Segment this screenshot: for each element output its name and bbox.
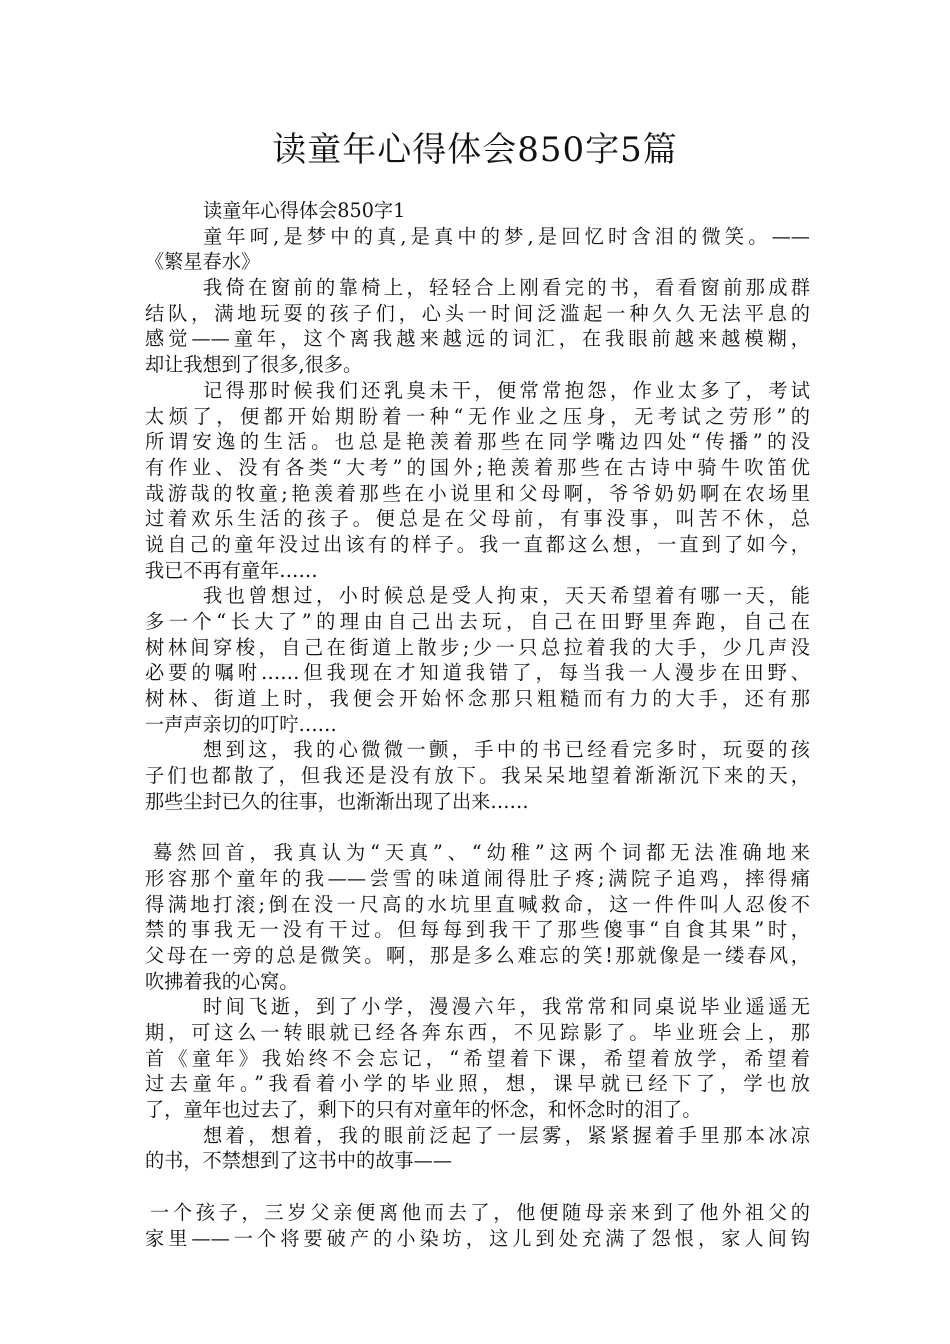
paragraph-line: 得满地打滚;倒在没一尺高的水坑里直喊救命，这一件件叫人忍俊不 xyxy=(145,892,810,916)
paragraph-line: 我也曾想过，小时候总是受人拘束，天天希望着有哪一天，能 xyxy=(203,584,810,608)
paragraph-line: 《繁星春水》 xyxy=(145,250,261,274)
paragraph-line: 家里——一个将要破产的小染坊，这儿到处充满了怨恨，家人间钩 xyxy=(145,1226,810,1250)
paragraph-line: 童年呵,是梦中的真,是真中的梦,是回忆时含泪的微笑。—— xyxy=(203,224,810,248)
paragraph-line: 说自己的童年没过出该有的样子。我一直都这么想，一直到了如今， xyxy=(145,532,810,556)
paragraph-line: 的书，不禁想到了这书中的故事—— xyxy=(145,1149,452,1173)
paragraph-line: 太烦了，便都开始期盼着一种“无作业之压身，无考试之劳形”的 xyxy=(145,404,810,428)
paragraph-line: 树林、街道上时，我便会开始怀念那只粗糙而有力的大手，还有那 xyxy=(145,687,810,711)
paragraph-line: 子们也都散了，但我还是没有放下。我呆呆地望着渐渐沉下来的天， xyxy=(145,764,810,788)
paragraph-line: 父母在一旁的总是微笑。啊，那是多么难忘的笑!那就像是一缕春风， xyxy=(145,943,810,967)
paragraph-line: 结队，满地玩耍的孩子们，心头一时间泛滥起一种久久无法平息的 xyxy=(145,301,810,325)
paragraph-line: 我倚在窗前的靠椅上，轻轻合上刚看完的书，看看窗前那成群 xyxy=(203,276,810,300)
paragraph-line: 过去童年。”我看着小学的毕业照，想，课早就已经下了，学也放 xyxy=(145,1072,810,1096)
paragraph-line: 那些尘封已久的往事，也渐渐出现了出来…… xyxy=(145,789,529,813)
paragraph-line: 期，可这么一转眼就已经各奔东西，不见踪影了。毕业班会上，那 xyxy=(145,1021,810,1044)
paragraph-line: 形容那个童年的我——尝雪的味道闹得肚子疼;满院子追鸡，摔得痛 xyxy=(145,866,810,890)
paragraph-line: 首《童年》我始终不会忘记，“希望着下课，希望着放学，希望着 xyxy=(145,1046,810,1070)
paragraph-line: 记得那时候我们还乳臭未干，便常常抱怨，作业太多了，考试 xyxy=(203,378,810,402)
paragraph-line: 蓦然回首，我真认为“天真”、“幼稚”这两个词都无法准确地来 xyxy=(153,841,810,865)
document-title: 读童年心得体会850字5篇 xyxy=(272,130,678,170)
paragraph-line: 感觉——童年，这个离我越来越远的词汇，在我眼前越来越模糊， xyxy=(145,327,810,351)
document-body xyxy=(145,198,810,1251)
paragraph-line: 想着，想着，我的眼前泛起了一层雾，紧紧握着手里那本冰凉 xyxy=(203,1123,810,1147)
paragraph-line: 我已不再有童年…… xyxy=(145,558,318,582)
paragraph-line: 一声声亲切的叮咛…… xyxy=(145,712,337,736)
paragraph-line: 一个孩子，三岁父亲便离他而去了，他便随母亲来到了他外祖父的 xyxy=(150,1200,810,1224)
paragraph-line: 禁的事我无一没有干过。但每每到我干了那些傻事“自食其果”时， xyxy=(145,918,810,942)
paragraph-line: 吹拂着我的心窝。 xyxy=(145,969,299,993)
paragraph-line: 树林间穿梭，自己在街道上散步;少一只总拉着我的大手，少几声没 xyxy=(145,635,810,659)
paragraph-line: 想到这，我的心微微一颤，手中的书已经看完多时，玩耍的孩 xyxy=(203,738,810,762)
paragraph-line: 过着欢乐生活的孩子。便总是在父母前，有事没事，叫苦不休，总 xyxy=(145,507,810,531)
section-heading: 读童年心得体会850字1 xyxy=(203,199,406,222)
paragraph-line: 时间飞逝，到了小学，漫漫六年，我常常和同桌说毕业遥遥无 xyxy=(203,995,810,1019)
paragraph-line: 多一个“长大了”的理由自己出去玩，自己在田野里奔跑，自己在 xyxy=(145,610,810,633)
paragraph-line: 哉游哉的牧童;艳羡着那些在小说里和父母啊，爷爷奶奶啊在农场里 xyxy=(145,481,810,505)
paragraph-line: 却让我想到了很多,很多。 xyxy=(145,353,363,377)
paragraph-line: 了，童年也过去了，剩下的只有对童年的怀念，和怀念时的泪了。 xyxy=(145,1098,702,1122)
paragraph-line: 必要的嘱咐……但我现在才知道我错了，每当我一人漫步在田野、 xyxy=(145,661,810,685)
paragraph-gap xyxy=(145,815,810,841)
paragraph-line: 所谓安逸的生活。也总是艳羡着那些在同学嘴边四处“传播”的没 xyxy=(145,430,810,454)
paragraph-line: 有作业、没有各类“大考”的国外;艳羡着那些在古诗中骑牛吹笛优 xyxy=(145,455,810,479)
paragraph-gap xyxy=(145,1174,810,1200)
